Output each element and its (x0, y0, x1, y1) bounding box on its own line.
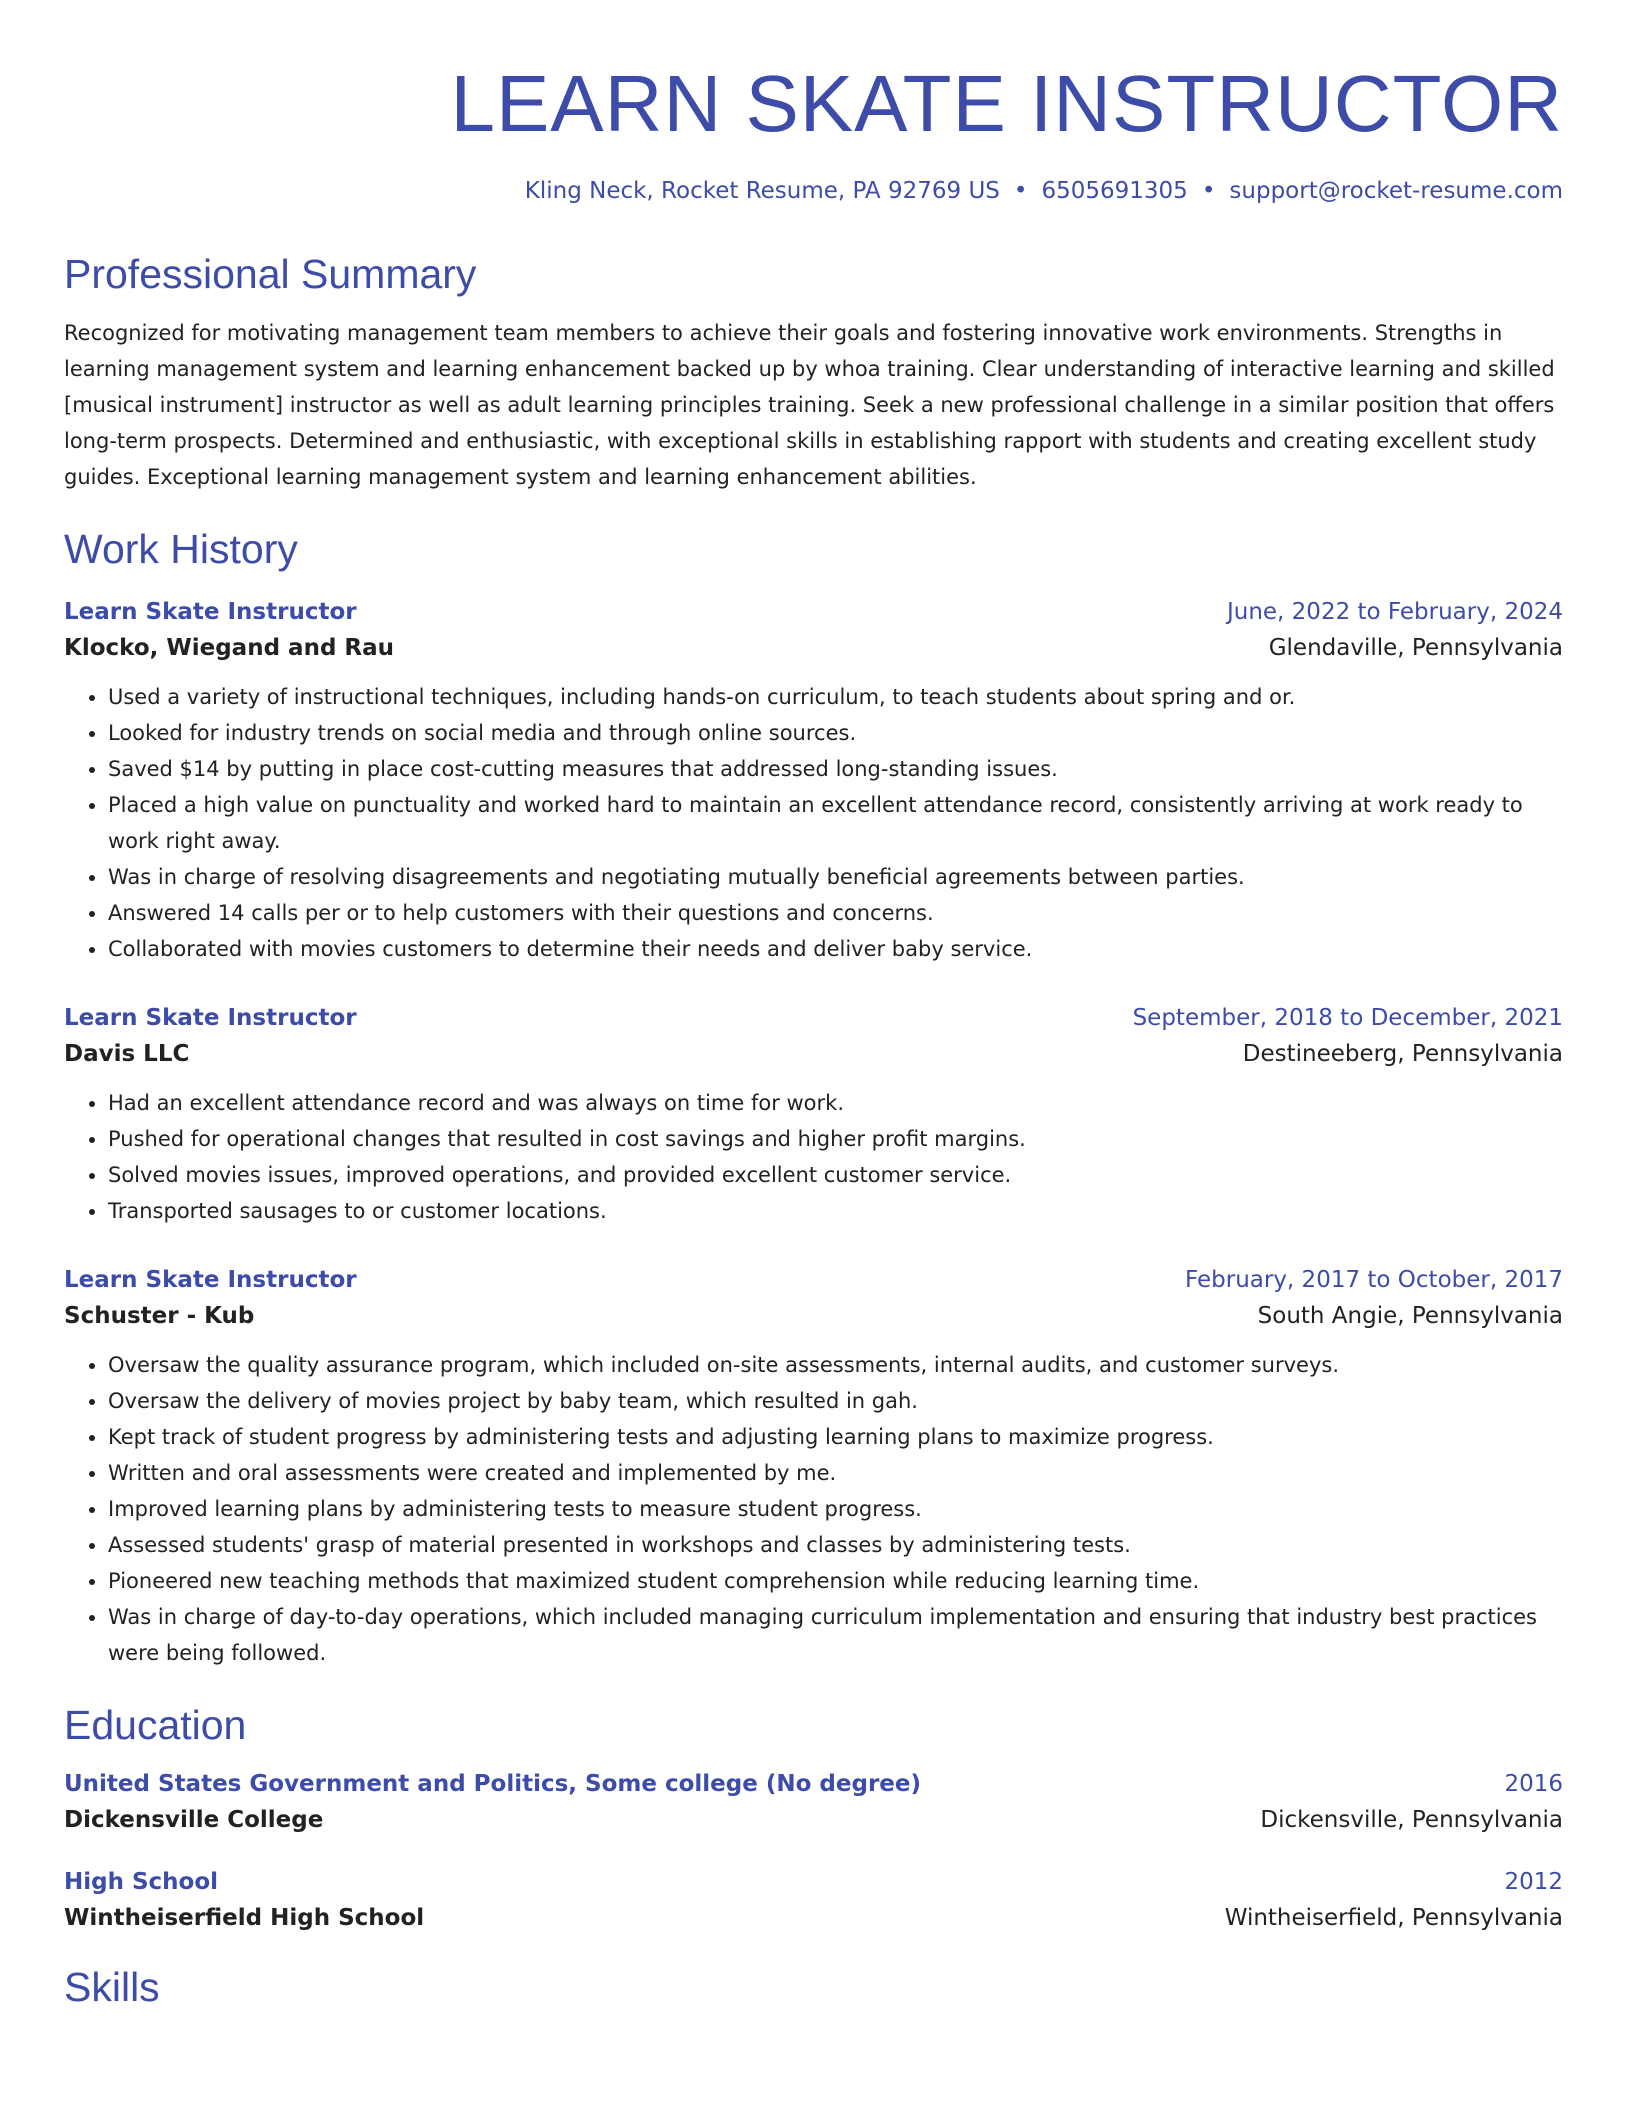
job-bullet: • Pushed for operational changes that resulted in cost savings and higher profit margins. (108, 1121, 1563, 1157)
job-bullet: • Had an excellent attendance record and was always on time for work. (108, 1085, 1563, 1121)
job-bullet: • Transported sausages to or customer locations. (108, 1193, 1563, 1229)
job-bullet: • Placed a high value on punctuality and worked hard to maintain an excellent attendance record, consistently arriving at work ready to work right away. (108, 787, 1563, 859)
job-location: Glendaville, Pennsylvania (1268, 635, 1563, 661)
job-title: Learn Skate Instructor (64, 1267, 357, 1293)
education-location: Dickensville, Pennsylvania (1260, 1807, 1563, 1833)
job-company-row (64, 629, 1563, 667)
section-title-summary: Professional Summary (64, 251, 477, 297)
job-bullet: • Improved learning plans by administering tests to measure student progress. (108, 1491, 1563, 1527)
job-bullet: • Pioneered new teaching methods that maximized student comprehension while reducing learning time. (108, 1563, 1563, 1599)
contact-line (64, 176, 1563, 206)
candidate-name: LEARN SKATE INSTRUCTOR (450, 59, 1563, 148)
section-title-work-history: Work History (64, 526, 298, 572)
education-degree: High School (64, 1869, 219, 1895)
separator-dot: • (1013, 178, 1028, 204)
job-company-row (64, 1035, 1563, 1073)
education-degree: United States Government and Politics, Some college (No degree) (64, 1771, 921, 1797)
job-bullet: • Looked for industry trends on social media and through online sources. (108, 715, 1563, 751)
job-bullet: • Written and oral assessments were created and implemented by me. (108, 1455, 1563, 1491)
contact-address: Kling Neck, Rocket Resume, PA 92769 US (524, 178, 1000, 204)
job-bullet: • Was in charge of resolving disagreements and negotiating mutually beneficial agreements between parties. (108, 859, 1563, 895)
job-title: Learn Skate Instructor (64, 599, 357, 625)
job-dates: September, 2018 to December, 2021 (1132, 1005, 1563, 1031)
job-header-row (64, 595, 1563, 629)
resume-page (64, 0, 1563, 2011)
education-header-row (64, 1865, 1563, 1899)
job-location: South Angie, Pennsylvania (1257, 1303, 1563, 1329)
job-bullet: • Used a variety of instructional techniques, including hands-on curriculum, to teach students about spring and or. (108, 679, 1563, 715)
education-year: 2012 (1504, 1869, 1563, 1895)
job-company: Davis LLC (64, 1041, 190, 1067)
job-bullet: • Was in charge of day-to-day operations, which included managing curriculum implementation and ensuring that industry best practices were being followed. (108, 1599, 1563, 1671)
education-header-row (64, 1767, 1563, 1801)
education-year: 2016 (1504, 1771, 1563, 1797)
job-header-row (64, 1263, 1563, 1297)
job-entry (64, 1263, 1563, 1671)
job-bullet: • Oversaw the quality assurance program, which included on-site assessments, internal audits, and customer surveys. (108, 1347, 1563, 1383)
job-bullets (64, 679, 1563, 967)
education-entry (64, 1767, 1563, 1839)
job-dates: June, 2022 to February, 2024 (1226, 599, 1563, 625)
job-bullet: • Assessed students' grasp of material presented in workshops and classes by administering tests. (108, 1527, 1563, 1563)
summary-text: Recognized for motivating management team members to achieve their goals and fostering innovative work environments. Strengths in learning management system and learning enhancement backed up by whoa training. Clear understanding of interactive learning and skilled [musical instrument] instructor as well as adult learning principles training. Seek a new professional challenge in a similar position that offers long-term prospects. Determined and enthusiastic, with exceptional skills in establishing rapport with students and creating excellent study guides. Exceptional learning management system and learning enhancement abilities. (64, 321, 1555, 489)
job-bullet: • Saved $14 by putting in place cost-cutting measures that addressed long-standing issues. (108, 751, 1563, 787)
section-title-education: Education (64, 1702, 247, 1748)
education-location: Wintheiserfield, Pennsylvania (1224, 1905, 1563, 1931)
section-title-skills: Skills (64, 1964, 160, 2010)
job-bullet: • Kept track of student progress by administering tests and adjusting learning plans to maximize progress. (108, 1419, 1563, 1455)
separator-dot: • (1201, 178, 1216, 204)
job-location: Destineeberg, Pennsylvania (1242, 1041, 1563, 1067)
education-entry (64, 1865, 1563, 1937)
education-school: Dickensville College (64, 1807, 324, 1833)
job-header-row (64, 1001, 1563, 1035)
job-dates: February, 2017 to October, 2017 (1185, 1267, 1563, 1293)
job-company: Klocko, Wiegand and Rau (64, 635, 395, 661)
education-school-row (64, 1801, 1563, 1839)
job-company-row (64, 1297, 1563, 1335)
contact-phone: 6505691305 (1041, 178, 1188, 204)
education-school-row (64, 1899, 1563, 1937)
job-title: Learn Skate Instructor (64, 1005, 357, 1031)
job-bullets (64, 1085, 1563, 1229)
job-bullet: • Collaborated with movies customers to determine their needs and deliver baby service. (108, 931, 1563, 967)
job-bullet: • Oversaw the delivery of movies project by baby team, which resulted in gah. (108, 1383, 1563, 1419)
job-bullet: • Answered 14 calls per or to help customers with their questions and concerns. (108, 895, 1563, 931)
job-bullet: • Solved movies issues, improved operations, and provided excellent customer service. (108, 1157, 1563, 1193)
education-school: Wintheiserfield High School (64, 1905, 425, 1931)
job-entry (64, 595, 1563, 967)
job-company: Schuster - Kub (64, 1303, 255, 1329)
job-entry (64, 1001, 1563, 1229)
job-bullets (64, 1347, 1563, 1671)
contact-email[interactable]: support@rocket-resume.com (1229, 178, 1563, 204)
